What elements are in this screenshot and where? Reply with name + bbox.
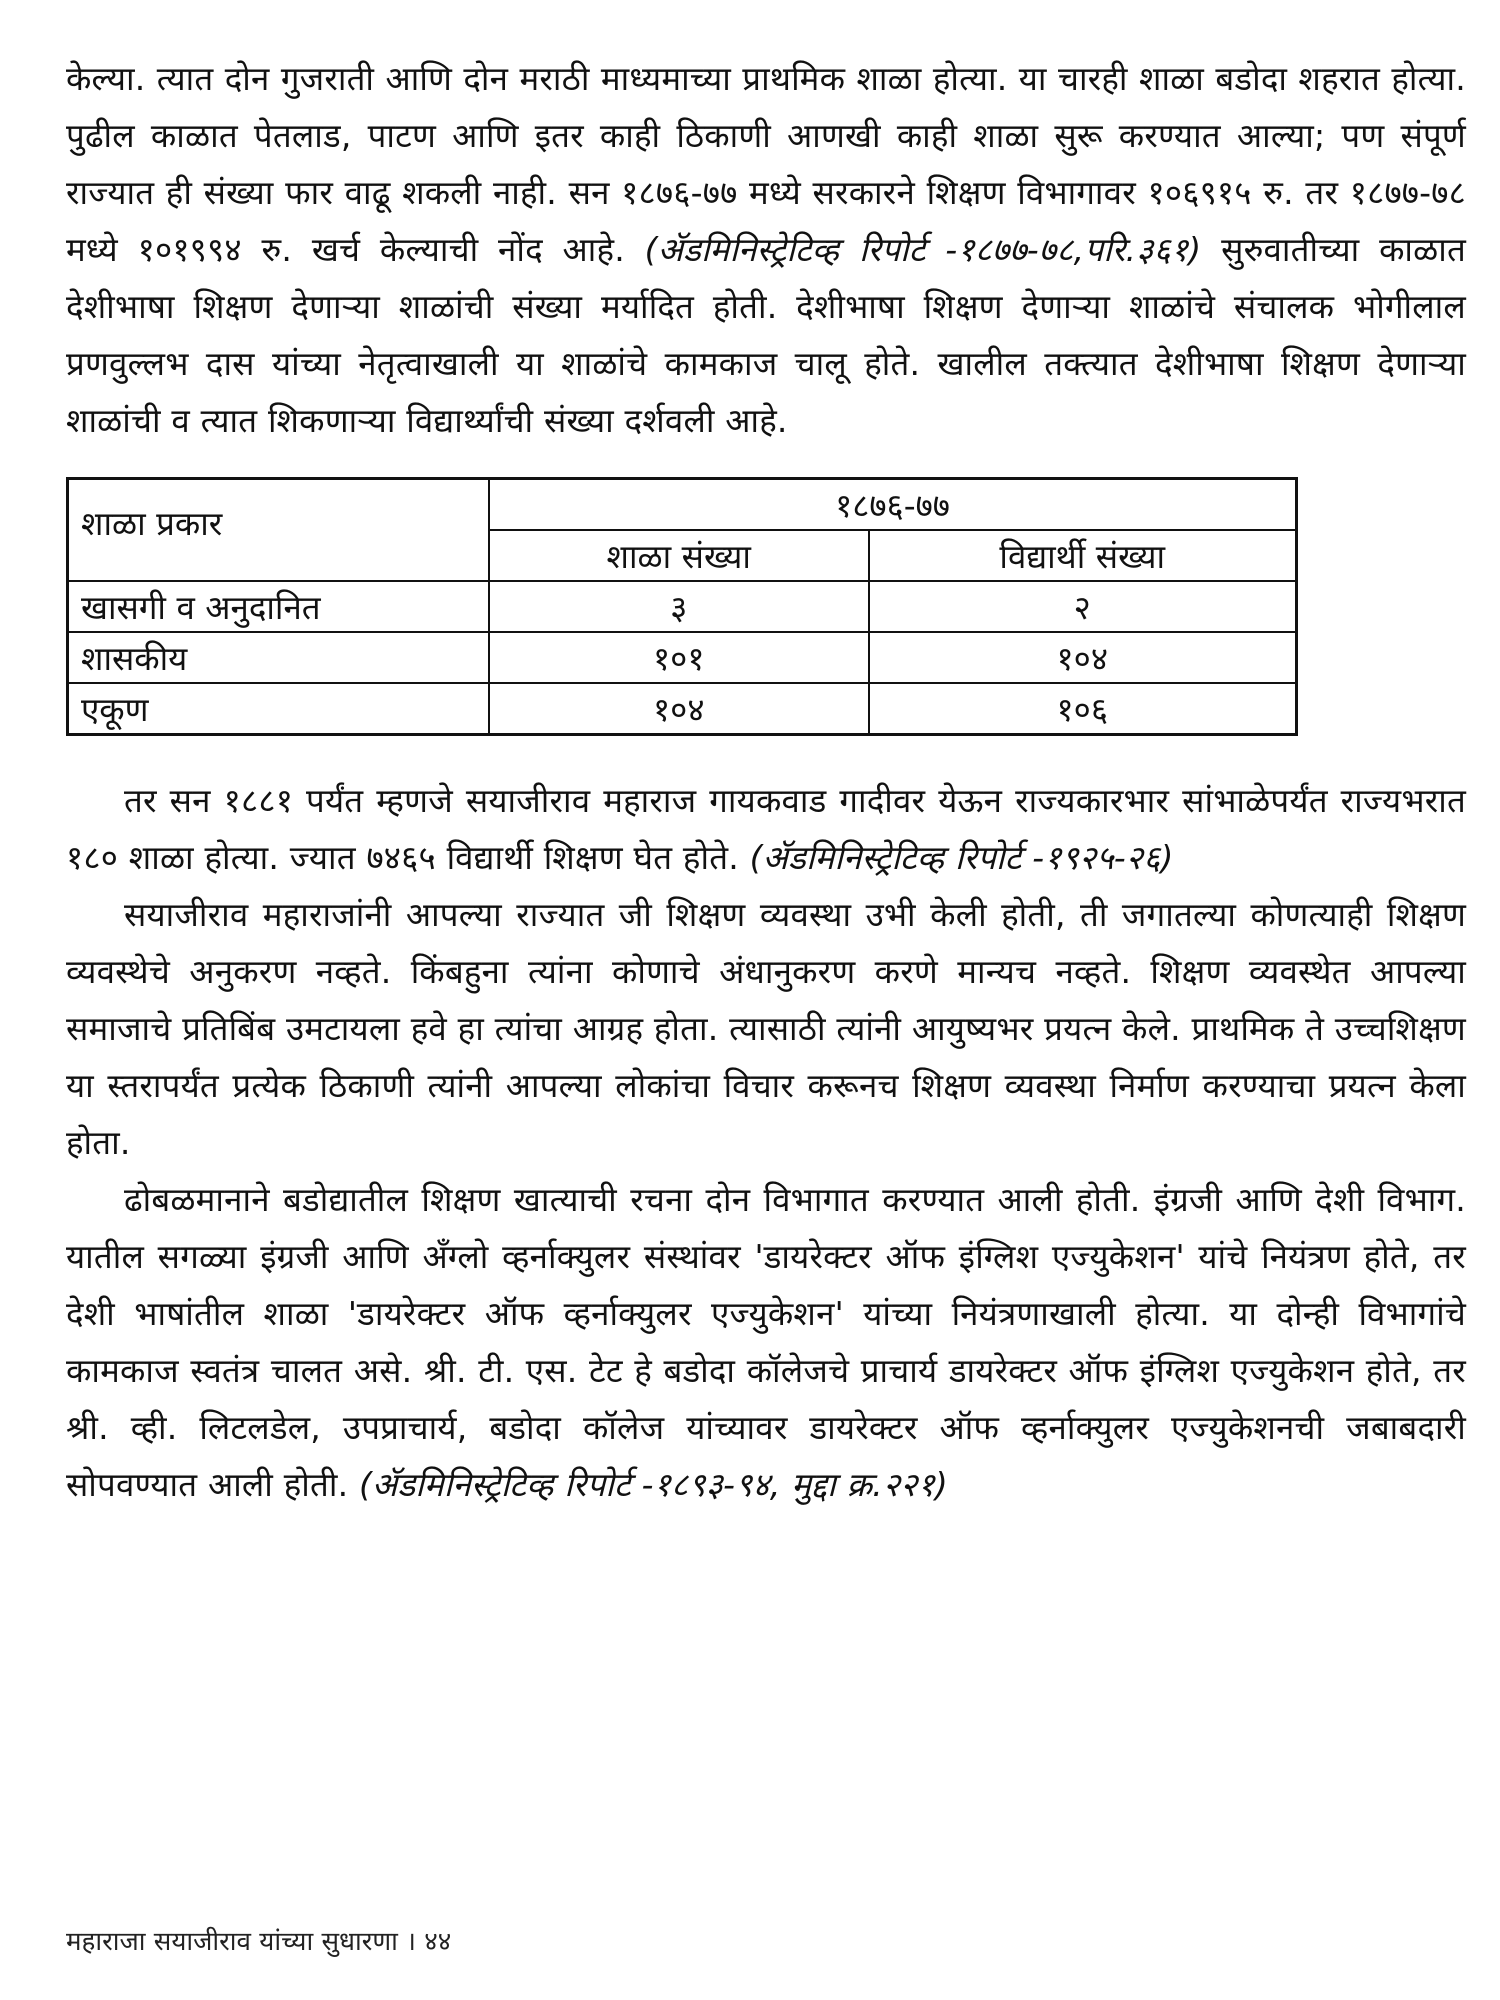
row-students: २ bbox=[869, 581, 1297, 632]
table-row bbox=[68, 683, 1297, 735]
paragraph-2 bbox=[66, 772, 1466, 886]
table-header-row bbox=[68, 479, 1297, 531]
row-type: शासकीय bbox=[68, 632, 490, 683]
paragraph-4-text: ढोबळमानाने बडोद्यातील शिक्षण खात्याची रचना दोन विभागात करण्यात आली होती. इंग्रजी आणि देशी विभाग. यातील सगळ्या इंग्रजी आणि ॲंग्लो व्हर्नाक्युलर संस्थांवर 'डायरेक्टर ऑफ इंग्लिश एज्युकेशन' यांचे नियंत्रण होते, तर देशी भाषांतील शाळा 'डायरेक्टर ऑफ व्हर्नाक्युलर एज्युकेशन' यांच्या नियंत्रणाखाली होत्या. या दोन्ही विभागांचे कामकाज स्वतंत्र चालत असे. श्री. टी. एस. टेट हे बडोदा कॉलेजचे प्राचार्य डायरेक्टर ऑफ इंग्लिश एज्युकेशन होते, तर श्री. व्ही. लिटलडेल, उपप्राचार्य, बडोदा कॉलेज यांच्यावर डायरेक्टर ऑफ व्हर्नाक्युलर एज्युकेशनची जबाबदारी सोपवण्यात आली होती. bbox=[66, 1180, 1466, 1504]
header-student-count: विद्यार्थी संख्या bbox=[869, 530, 1297, 581]
paragraph-3-text: सयाजीराव महाराजांनी आपल्या राज्यात जी शिक्षण व्यवस्था उभी केली होती, ती जगातल्या कोणत्याही शिक्षण व्यवस्थेचे अनुकरण नव्हते. किंबहुना त्यांना कोणाचे अंधानुकरण करणे मान्यच नव्हते. शिक्षण व्यवस्थेत आपल्या समाजाचे प्रतिबिंब उमटायला हवे हा त्यांचा आग्रह होता. त्यासाठी त्यांनी आयुष्यभर प्रयत्न केले. प्राथमिक ते उच्चशिक्षण या स्तरापर्यंत प्रत्येक ठिकाणी त्यांनी आपल्या लोकांचा विचार करूनच शिक्षण व्यवस्था निर्माण करण्याचा प्रयत्न केला होता. bbox=[66, 895, 1466, 1162]
row-type: खासगी व अनुदानित bbox=[68, 581, 490, 632]
citation-2: (ॲडमिनिस्ट्रेटिव्ह रिपोर्ट -१९२५-२६) bbox=[749, 838, 1174, 877]
document-page bbox=[66, 50, 1466, 1513]
row-type: एकूण bbox=[68, 683, 490, 735]
row-schools: १०४ bbox=[489, 683, 869, 735]
paragraph-1 bbox=[66, 50, 1466, 449]
header-school-type: शाळा प्रकार bbox=[68, 479, 490, 582]
page-footer: महाराजा सयाजीराव यांच्या सुधारणा । ४४ bbox=[66, 1927, 452, 1957]
row-students: १०४ bbox=[869, 632, 1297, 683]
paragraph-4 bbox=[66, 1171, 1466, 1513]
citation-1: (ॲडमिनिस्ट्रेटिव्ह रिपोर्ट -१८७७-७८,परि.३६१) bbox=[644, 230, 1202, 269]
paragraph-1-text: केल्या. त्यात दोन गुजराती आणि दोन मराठी माध्यमाच्या प्राथमिक शाळा होत्या. या चारही शाळा बडोदा शहरात होत्या. पुढील काळात पेतलाड, पाटण आणि इतर काही ठिकाणी आणखी काही शाळा सुरू करण्यात आल्या; पण संपूर्ण राज्यात ही संख्या फार वाढू शकली नाही. सन १८७६-७७ मध्ये सरकारने शिक्षण विभागावर १०६९१५ रु. तर १८७७-७८ मध्ये १०१९९४ रु. खर्च केल्याची नोंद आहे. bbox=[66, 59, 1466, 269]
row-schools: १०१ bbox=[489, 632, 869, 683]
paragraph-3 bbox=[66, 886, 1466, 1171]
paragraph-2-text: तर सन १८८१ पर्यंत म्हणजे सयाजीराव महाराज गायकवाड गादीवर येऊन राज्यकारभार सांभाळेपर्यंत राज्यभरात १८० शाळा होत्या. ज्यात ७४६५ विद्यार्थी शिक्षण घेत होते. bbox=[66, 781, 1466, 877]
header-year: १८७६-७७ bbox=[489, 479, 1297, 531]
paragraph-1-continued: सुरुवातीच्या काळात देशीभाषा शिक्षण देणाऱ्या शाळांची संख्या मर्यादित होती. देशीभाषा शिक्षण देणाऱ्या शाळांचे संचालक भोगीलाल प्रणवुल्लभ दास यांच्या नेतृत्वाखाली या शाळांचे कामकाज चालू होते. खालील तक्त्यात देशीभाषा शिक्षण देणाऱ्या शाळांची व त्यात शिकणाऱ्या विद्यार्थ्यांची संख्या दर्शवली आहे. bbox=[66, 230, 1466, 440]
table-row bbox=[68, 581, 1297, 632]
schools-table-wrapper bbox=[66, 477, 1466, 736]
row-students: १०६ bbox=[869, 683, 1297, 735]
table-row bbox=[68, 632, 1297, 683]
header-school-count: शाळा संख्या bbox=[489, 530, 869, 581]
row-schools: ३ bbox=[489, 581, 869, 632]
schools-table bbox=[66, 477, 1298, 736]
citation-3: (ॲडमिनिस्ट्रेटिव्ह रिपोर्ट -१८९३-९४, मुद्दा क्र.२२१) bbox=[358, 1465, 948, 1504]
